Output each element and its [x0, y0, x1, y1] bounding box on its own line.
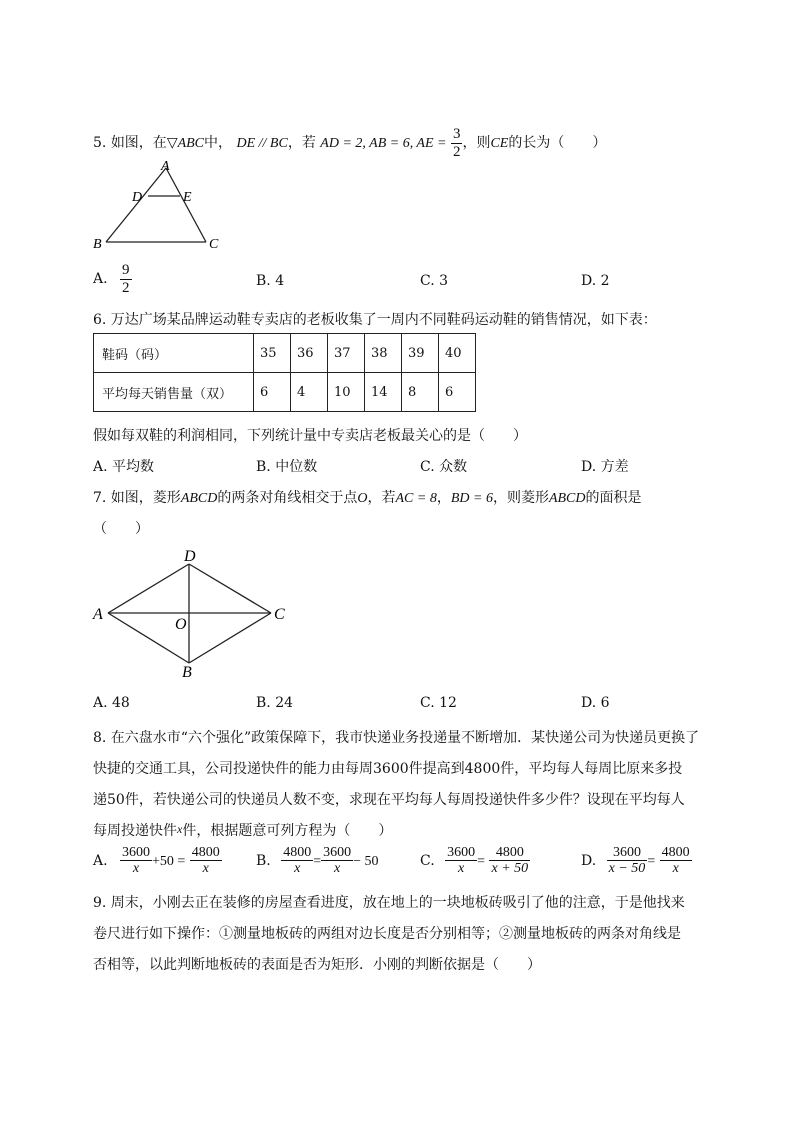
q8-line3: 递50件，若快递公司的快递员人数不变，求现在平均每人每周投递快件多少件？设现在平均每人	[93, 792, 685, 808]
label-b: B	[93, 237, 102, 252]
table-cell: 8	[402, 373, 439, 412]
q6-option-a[interactable]: A. 平均数	[93, 459, 155, 475]
q6-option-c[interactable]: C. 众数	[420, 459, 468, 475]
q7-option-a[interactable]: A. 48	[93, 695, 130, 711]
q8-line4: 每周投递快件x件，根据题意可列方程为（ ）	[93, 822, 393, 839]
q8-line2: 快捷的交通工具，公司投递快件的能力由每周3600件提高到4800件，平均每人每周比原来多投	[93, 761, 683, 777]
q8-option-c[interactable]: C. $\frac{3600}{x}$ = $\frac{4800}{x + 50}$	[420, 845, 529, 877]
table-header-cell: 鞋码（码）	[94, 334, 254, 373]
table-cell: 14	[365, 373, 402, 412]
label-c: C	[209, 237, 219, 252]
table-cell: 4	[291, 373, 328, 412]
q5-option-d[interactable]: D. 2	[581, 273, 610, 289]
label-d: D	[184, 548, 196, 565]
label-a: A	[161, 159, 170, 174]
table-cell: 6	[439, 373, 476, 412]
q7-option-c[interactable]: C. 12	[420, 695, 457, 711]
q9-line2: 卷尺进行如下操作：①测量地板砖的两组对边长度是否分别相等；②测量地板砖的两条对角线是	[93, 926, 681, 942]
q6-option-b[interactable]: B. 中位数	[256, 459, 318, 475]
q7-option-d[interactable]: D. 6	[581, 695, 610, 711]
shoe-sales-table	[93, 333, 476, 412]
label-e: E	[183, 190, 192, 205]
table-cell: 10	[328, 373, 365, 412]
label-o: O	[175, 616, 187, 633]
table-cell: 6	[254, 373, 291, 412]
label-c: C	[274, 606, 285, 623]
q9-line1: 9. 周末，小刚去正在装修的房屋查看进度，放在地上的一块地板砖吸引了他的注意，于是他找来	[93, 895, 685, 911]
table-cell: 39	[402, 334, 439, 373]
table-cell: 38	[365, 334, 402, 373]
q7-stem: 7. 如图，菱形ABCD的两条对角线相交于点O，若AC = 8，BD = 6，则菱形ABCD的面积是	[93, 490, 642, 506]
q6-option-d[interactable]: D. 方差	[581, 459, 629, 475]
label-b: B	[182, 664, 192, 681]
triangle-abc-figure	[88, 158, 228, 253]
table-header-cell: 平均每天销售量（双）	[94, 373, 254, 412]
table-cell: 37	[328, 334, 365, 373]
q7-stem-line2: （ ）	[93, 521, 149, 537]
q5-option-a[interactable]: A. $\frac{9}{2}$	[93, 262, 130, 296]
label-d: D	[132, 190, 143, 205]
q5-option-b[interactable]: B. 4	[256, 273, 285, 289]
q8-option-d[interactable]: D. $\frac{3600}{x - 50}$ = $\frac{4800}{x}$	[581, 845, 690, 877]
q6-stem: 6. 万达广场某品牌运动鞋专卖店的老板收集了一周内不同鞋码运动鞋的销售情况，如下表：	[93, 312, 657, 328]
table-row	[94, 373, 476, 412]
q8-line1: 8. 在六盘水市“六个强化”政策保障下，我市快递业务投递量不断增加．某快递公司为快递员更换了	[93, 730, 700, 746]
fraction-3-2: $\frac{3}{2}$	[452, 126, 461, 160]
q7-option-b[interactable]: B. 24	[256, 695, 294, 711]
table-row	[94, 334, 476, 373]
q5-option-c[interactable]: C. 3	[420, 273, 449, 289]
q5-stem: 5. 如图，在▽ABC中， DE // BC，若 AD = 2, AB = 6, AE = $\frac{3}{2}$ ，则CE的长为（ ）	[93, 126, 607, 160]
q8-option-b[interactable]: B. $\frac{4800}{x}$ = $\frac{3600}{x}$ − 50	[256, 845, 379, 877]
q9-line3: 否相等，以此判断地板砖的表面是否为矩形．小刚的判断依据是（ ）	[93, 957, 541, 973]
q6-question: 假如每双鞋的利润相同，下列统计量中专卖店老板最关心的是（ ）	[93, 428, 527, 444]
table-cell: 36	[291, 334, 328, 373]
q8-option-a[interactable]: A. $\frac{3600}{x}$ +50 = $\frac{4800}{x}$	[93, 845, 220, 877]
table-cell: 40	[439, 334, 476, 373]
table-cell: 35	[254, 334, 291, 373]
rhombus-abcd-figure	[88, 545, 298, 683]
label-a: A	[93, 606, 103, 623]
